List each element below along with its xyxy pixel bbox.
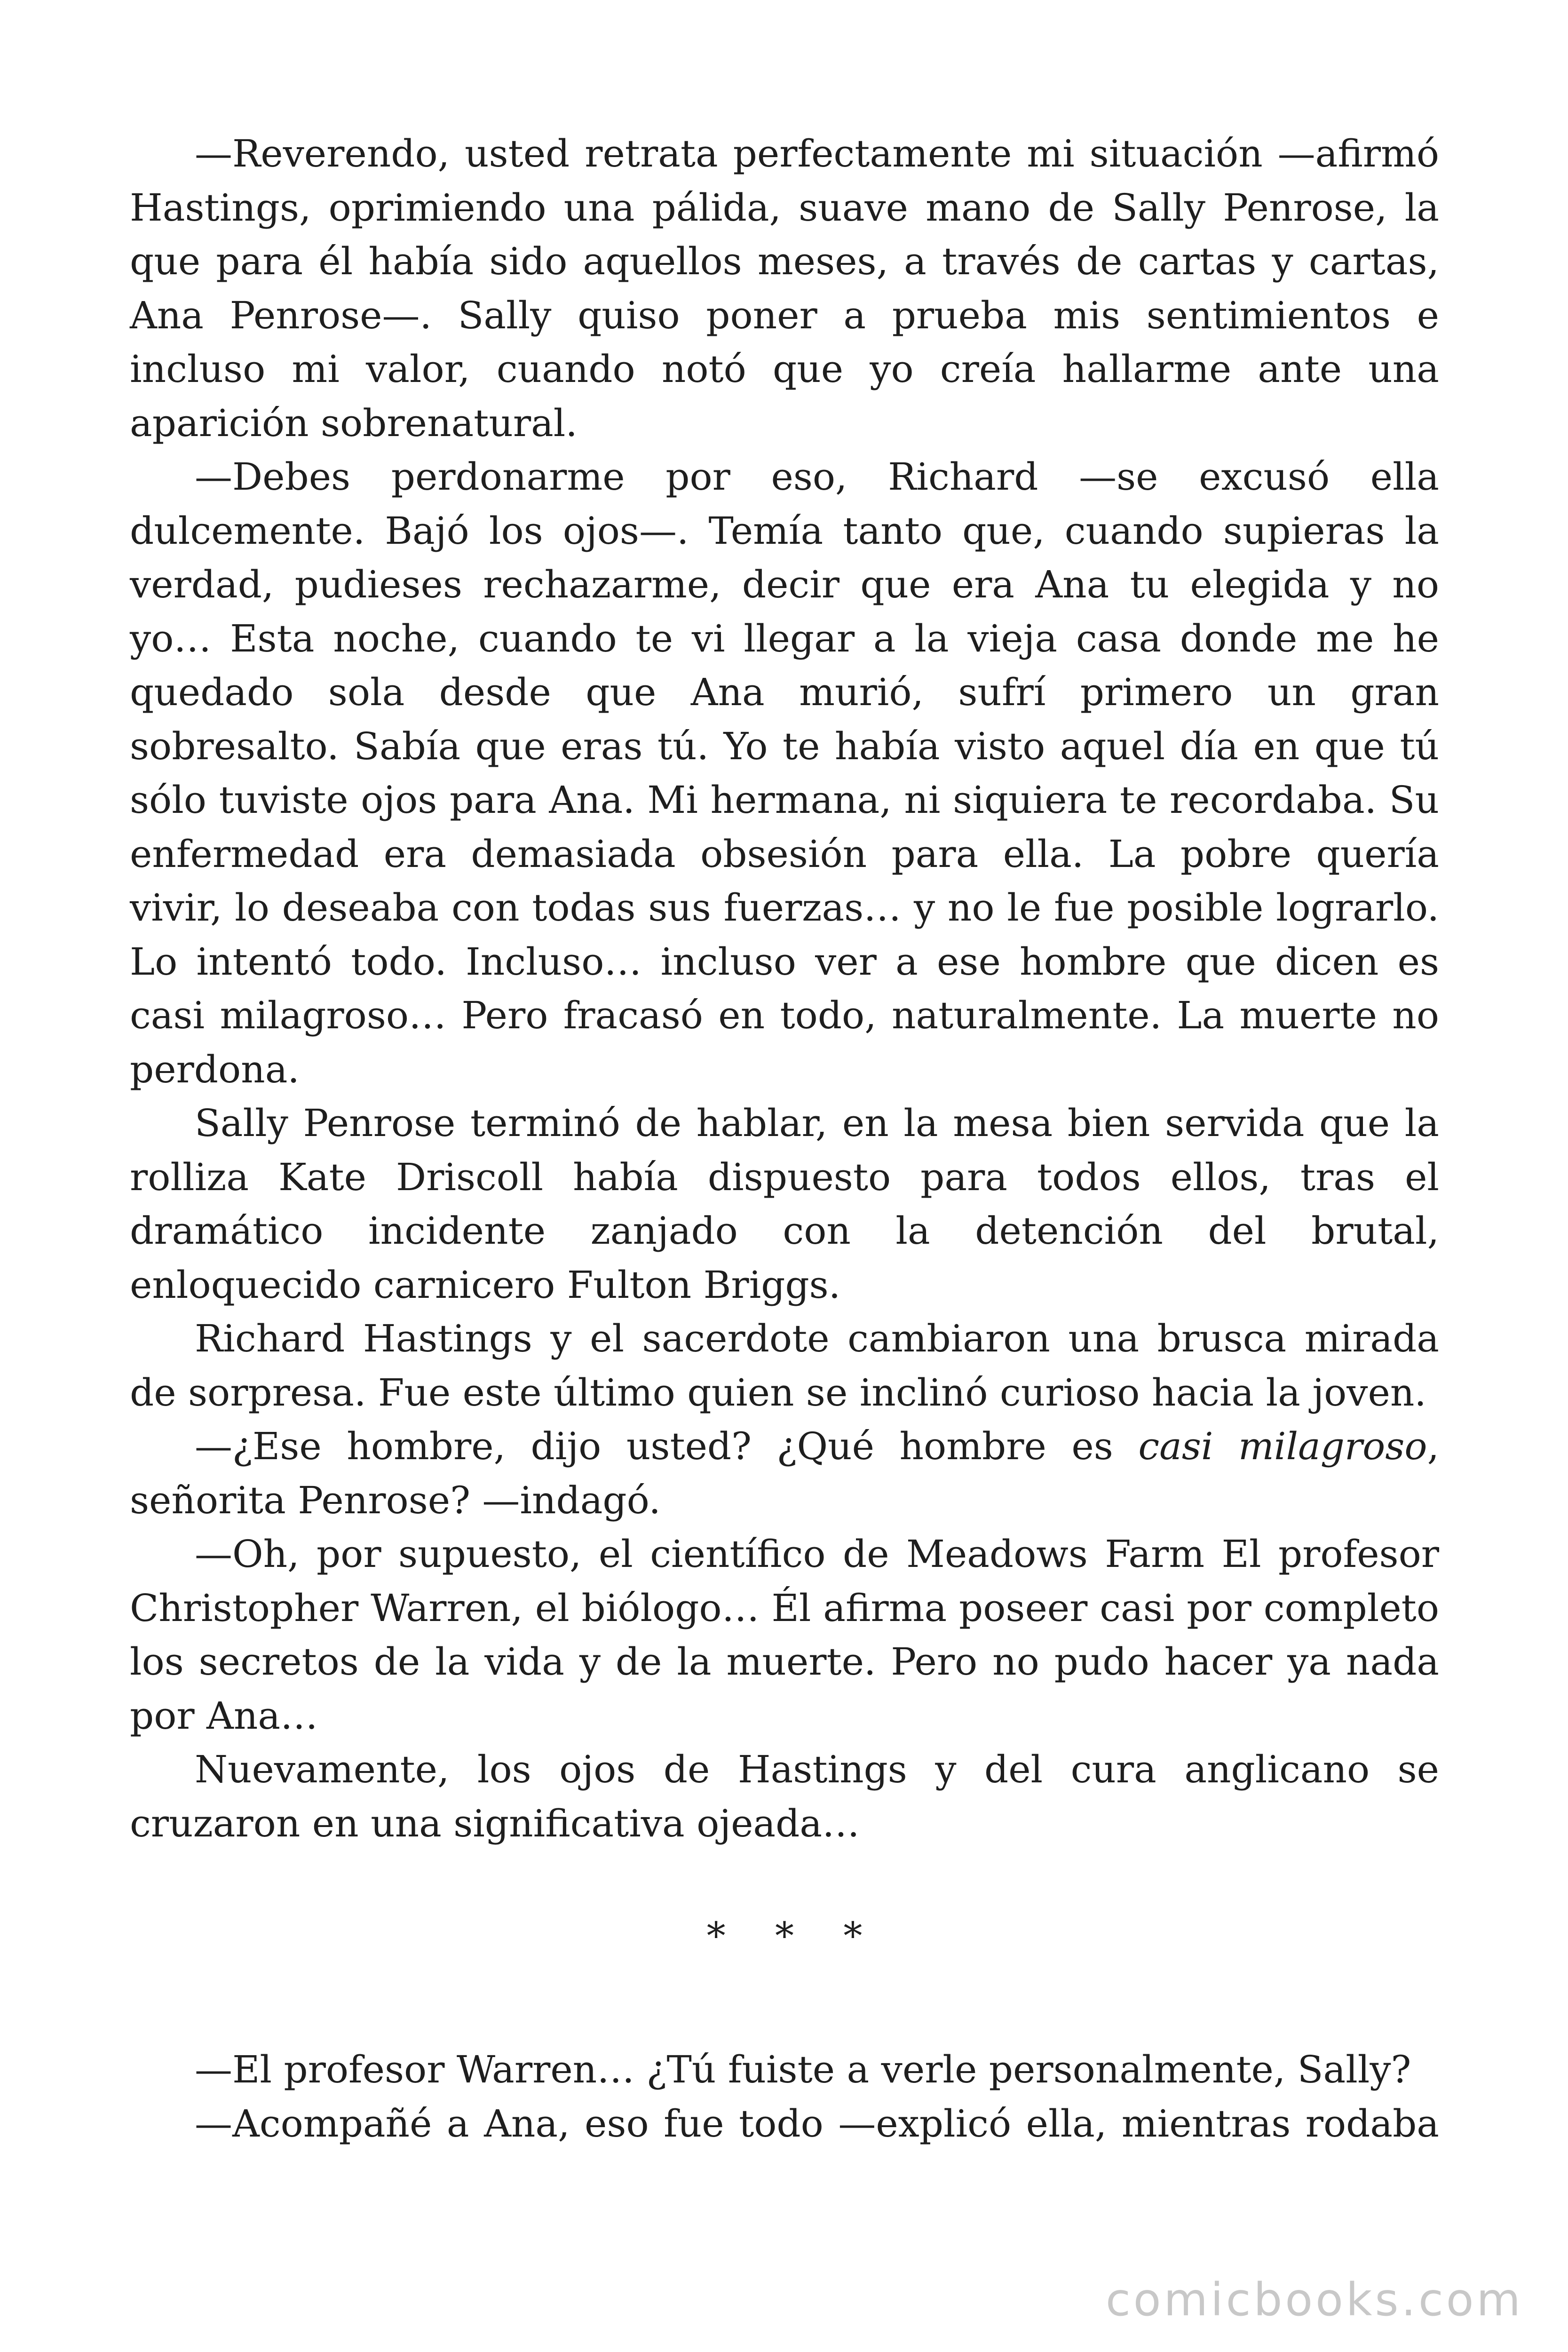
- paragraph-7: Nuevamente, los ojos de Hastings y del cura anglicano se cruzaron en una significativa ojeada…: [130, 1748, 1439, 1845]
- section-separator: * * *: [706, 1914, 881, 1958]
- paragraph-3: Sally Penrose terminó de hablar, en la mesa bien servida que la rolliza Kate Driscoll había dispuesto para todos ellos, tras el dramático incidente zanjado con la detención del brutal, enloquecido carnicero Fulton Briggs.: [130, 1101, 1439, 1307]
- paragraph-1: —Reverendo, usted retrata perfectamente mi situación —afirmó Hastings, oprimiendo una pálida, suave mano de Sally Penrose, la que para él había sido aquellos meses, a través de cartas y cartas, Ana Penrose—. Sally quiso poner a prueba mis sentimientos e incluso mi valor, cuando notó que yo creía hallarme ante una aparición sobrenatural.: [130, 132, 1439, 445]
- paragraph-2: —Debes perdonarme por eso, Richard —se excusó ella dulcemente. Bajó los ojos—. Temía tanto que, cuando supieras la verdad, pudieses rechazarme, decir que era Ana tu elegida y no yo… Esta noche, cuando te vi llegar a la vieja casa donde me he quedado sola desde que Ana murió, sufrí primero un gran sobresalto. Sabía que eras tú. Yo te había visto aquel día en que tú sólo tuviste ojos para Ana. Mi hermana, ni siquiera te recordaba. Su enfermedad era demasiada obsesión para ella. La pobre quería vivir, lo deseaba con todas sus fuerzas… y no le fue posible lograrlo. Lo intentó todo. Incluso… incluso ver a ese hombre que dicen es casi milagroso… Pero fracasó en todo, naturalmente. La muerte no perdona.: [130, 455, 1439, 1091]
- paragraph-5-italic: casi milagroso: [1138, 1424, 1427, 1468]
- paragraph-9: —Acompañé a Ana, eso fue todo —explicó ella, mientras rodaba: [195, 2101, 1439, 2145]
- paragraph-5: [130, 1420, 1439, 1527]
- watermark-logo: comicbooks.com: [1105, 2273, 1523, 2326]
- book-page: [130, 127, 1439, 2151]
- paragraph-5-text-b: , señorita Penrose? —indagó.: [130, 1424, 1439, 1522]
- paragraph-4: Richard Hastings y el sacerdote cambiaron una brusca mirada de sorpresa. Fue este último quien se inclinó curioso hacia la joven.: [130, 1317, 1439, 1414]
- paragraph-6: —Oh, por supuesto, el científico de Meadows Farm El profesor Christopher Warren, el biólogo… Él afirma poseer casi por completo los secretos de la vida y de la muerte. Pero no pudo hacer ya nada por Ana…: [130, 1532, 1439, 1738]
- paragraph-5-text-a: —¿Ese hombre, dijo usted? ¿Qué hombre es: [195, 1424, 1139, 1468]
- paragraph-8: —El profesor Warren… ¿Tú fuiste a verle personalmente, Sally?: [195, 2048, 1411, 2091]
